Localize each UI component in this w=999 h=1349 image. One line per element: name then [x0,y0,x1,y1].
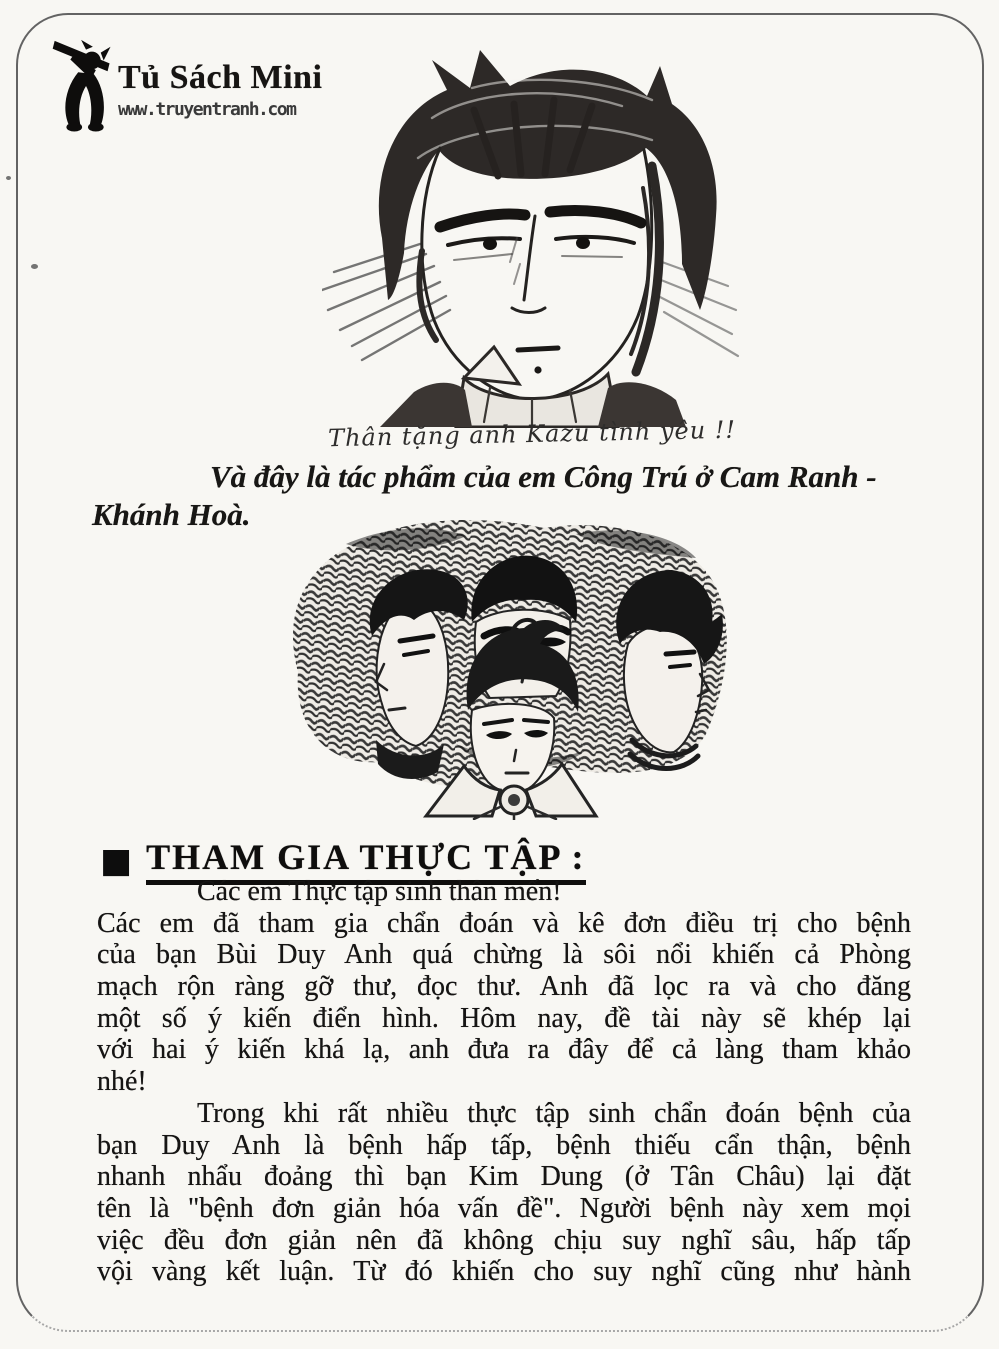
scan-speck [6,176,11,180]
manga-portrait-illustration [322,48,740,428]
square-bullet-icon: ■ [100,840,133,881]
samurai-silhouette-icon [50,34,124,132]
scan-speck [31,264,38,269]
logo-title: Tủ Sách Mini [118,59,323,96]
article-body [97,876,911,1288]
body-text-line: vội vàng kết luận. Từ đó khiến cho suy nghĩ cũng như hành [97,1256,911,1288]
dedication-line-1: Và đây là tác phẩm của em Công Trú ở Cam Ranh - [210,459,877,494]
body-text-line: việc đều đơn giản nên đã không chịu suy nghĩ sâu, hấp tấp [97,1224,911,1256]
body-text-line: Các em đã tham gia chẩn đoán và kê đơn điều trị cho bệnh [97,907,911,939]
manga-group-illustration [276,514,746,820]
section-heading-text: THAM GIA THỰC TẬP : [146,836,585,885]
body-text-line: với hai ý kiến khá lạ, anh đưa ra đây để cả làng tham khảo [97,1034,911,1066]
body-text-line: nhanh nhẩu đoảng thì bạn Kim Dung (ở Tân Châu) lại đặt [97,1161,911,1193]
logo-url: www.truyentranh.com [118,99,296,120]
body-text-line: bạn Duy Anh là bệnh hấp tấp, bệnh thiếu cẩn thận, bệnh [97,1129,911,1161]
body-text-line: nhé! [97,1066,147,1098]
body-text-line: tên là "bệnh đơn giản hóa vấn đề". Người bệnh này xem mọi [97,1192,911,1224]
body-text-line: Các em Thực tập sinh thân mến! [197,876,562,907]
publisher-logo [50,34,322,132]
body-text-line: của bạn Bùi Duy Anh quá chừng là sôi nổi khiến cả Phòng [97,939,911,971]
body-text-line: mạch rộn ràng gỡ thư, đọc thư. Anh đã lọc ra và cho đăng [97,971,911,1003]
body-text-line: một số ý kiến điển hình. Hôm nay, đề tài này sẽ khép lại [97,1002,911,1034]
body-text-line: Trong khi rất nhiều thực tập sinh chẩn đoán bệnh của [197,1097,911,1129]
handwritten-dedication: Thân tặng anh Kazu tình yêu !! [327,415,737,453]
dedication-line-2: Khánh Hoà. [92,497,251,532]
